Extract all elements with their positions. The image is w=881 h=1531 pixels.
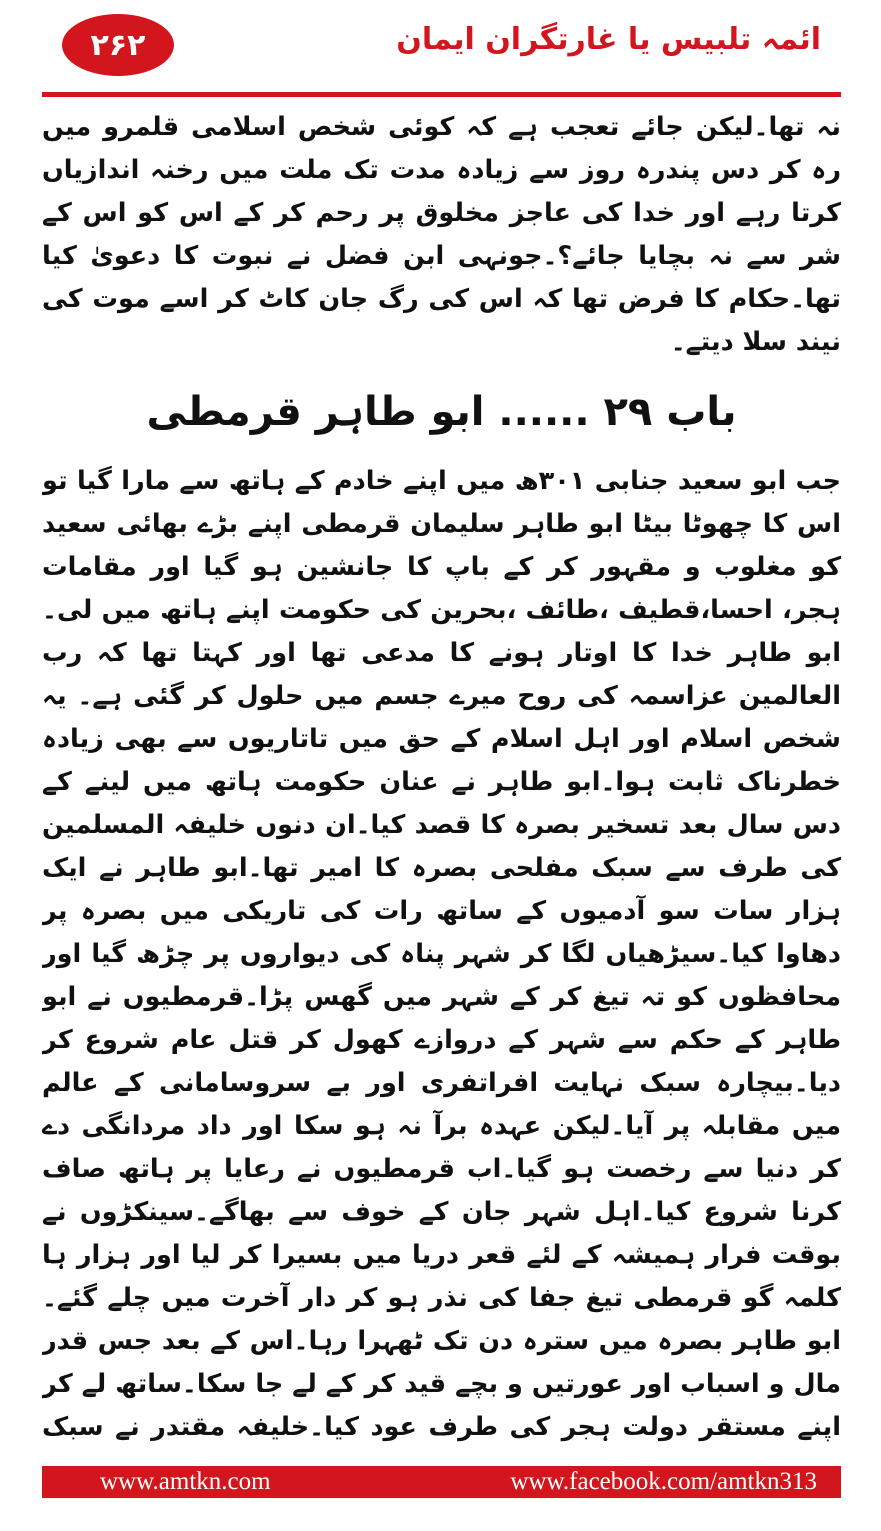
page-number-badge: ۲۶۲ — [62, 14, 174, 76]
page-body — [42, 100, 841, 1450]
chapter-paragraph: جب ابو سعید جنابی ۳۰۱ھ میں اپنے خادم کے ہاتھ سے مارا گیا تو اس کا چھوٹا بیٹا ابو طاہر سلیمان قرمطی اپنے بڑے بھائی سعید کو مغلوب و مقہور کر کے باپ کا جانشین ہو گیا اور مقامات ہجر، احسا،قطیف ،طائف ،بحرین کی حکومت اپنے ہاتھ میں لی۔ابو طاہر خدا کا اوتار ہونے کا مدعی تھا اور کہتا تھا کہ رب العالمین عزاسمہ کی روح میرے جسم میں حلول کر گئی ہے۔ یہ شخص اسلام اور اہل اسلام کے حق میں تاتاریوں سے بھی زیادہ خطرناک ثابت ہوا۔ابو طاہر نے عنان حکومت ہاتھ میں لینے کے دس سال بعد تسخیر بصرہ کا قصد کیا۔ان دنوں خلیفہ المسلمین کی طرف سے سبک مفلحی بصرہ کا امیر تھا۔ابو طاہر نے ایک ہزار سات سو آدمیوں کے ساتھ رات کی تاریکی میں بصرہ پر دھاوا کیا۔سیڑھیاں لگا کر شہر پناہ کی دیواروں پر چڑھ گیا اور محافظوں کو تہ تیغ کر کے شہر میں گھس پڑا۔قرمطیوں نے ابو طاہر کے حکم سے شہر کے دروازے کھول کر قتل عام شروع کر دیا۔بیچارہ سبک نہایت افراتفری اور بے سروسامانی کے عالم میں مقابلہ پر آیا۔لیکن عہدہ برآ نہ ہو سکا اور داد مردانگی دے کر دنیا سے رخصت ہو گیا۔اب قرمطیوں نے رعایا پر ہاتھ صاف کرنا شروع کیا۔اہل شہر جان کے خوف سے بھاگے۔سینکڑوں نے بوقت فرار ہمیشہ کے لئے قعر دریا میں بسیرا کر لیا اور ہزار ہا کلمہ گو قرمطی تیغ جفا کی نذر ہو کر دار آخرت میں چلے گئے۔ابو طاہر بصرہ میں سترہ دن تک ٹھہرا رہا۔اس کے بعد جس قدر مال و اسباب اور عورتیں و بچے قید کر کے لے جا سکا۔ساتھ لے کر اپنے مستقر دولت ہجر کی طرف عود کیا۔خلیفہ مقتدر نے سبک — [42, 466, 841, 1442]
chapter-heading: باب ۲۹ ...... ابو طاہر قرمطی — [146, 389, 737, 435]
page-footer — [42, 1466, 841, 1498]
facebook-link[interactable]: www.facebook.com/amtkn313 — [510, 1468, 817, 1495]
intro-paragraph: نہ تھا۔لیکن جائے تعجب ہے کہ کوئی شخص اسلامی قلمرو میں رہ کر دس پندرہ روز سے زیادہ مدت تک ملت میں رخنہ اندازیاں کرتا رہے اور خدا کی عاجز مخلوق پر رحم کر کے اس کو اس کے شر سے نہ بچایا جائے؟۔جونہی ابن فضل نے نبوت کا دعویٰ کیا تھا۔حکام کا فرض تھا کہ اس کی رگ جان کاٹ کر اسے موت کی نیند سلا دیتے۔ — [42, 112, 841, 357]
book-title: ائمہ تلبیس یا غارتگران ایمان — [396, 22, 821, 57]
website-link[interactable]: www.amtkn.com — [100, 1468, 271, 1495]
page-header — [0, 0, 881, 100]
header-divider — [42, 92, 841, 97]
